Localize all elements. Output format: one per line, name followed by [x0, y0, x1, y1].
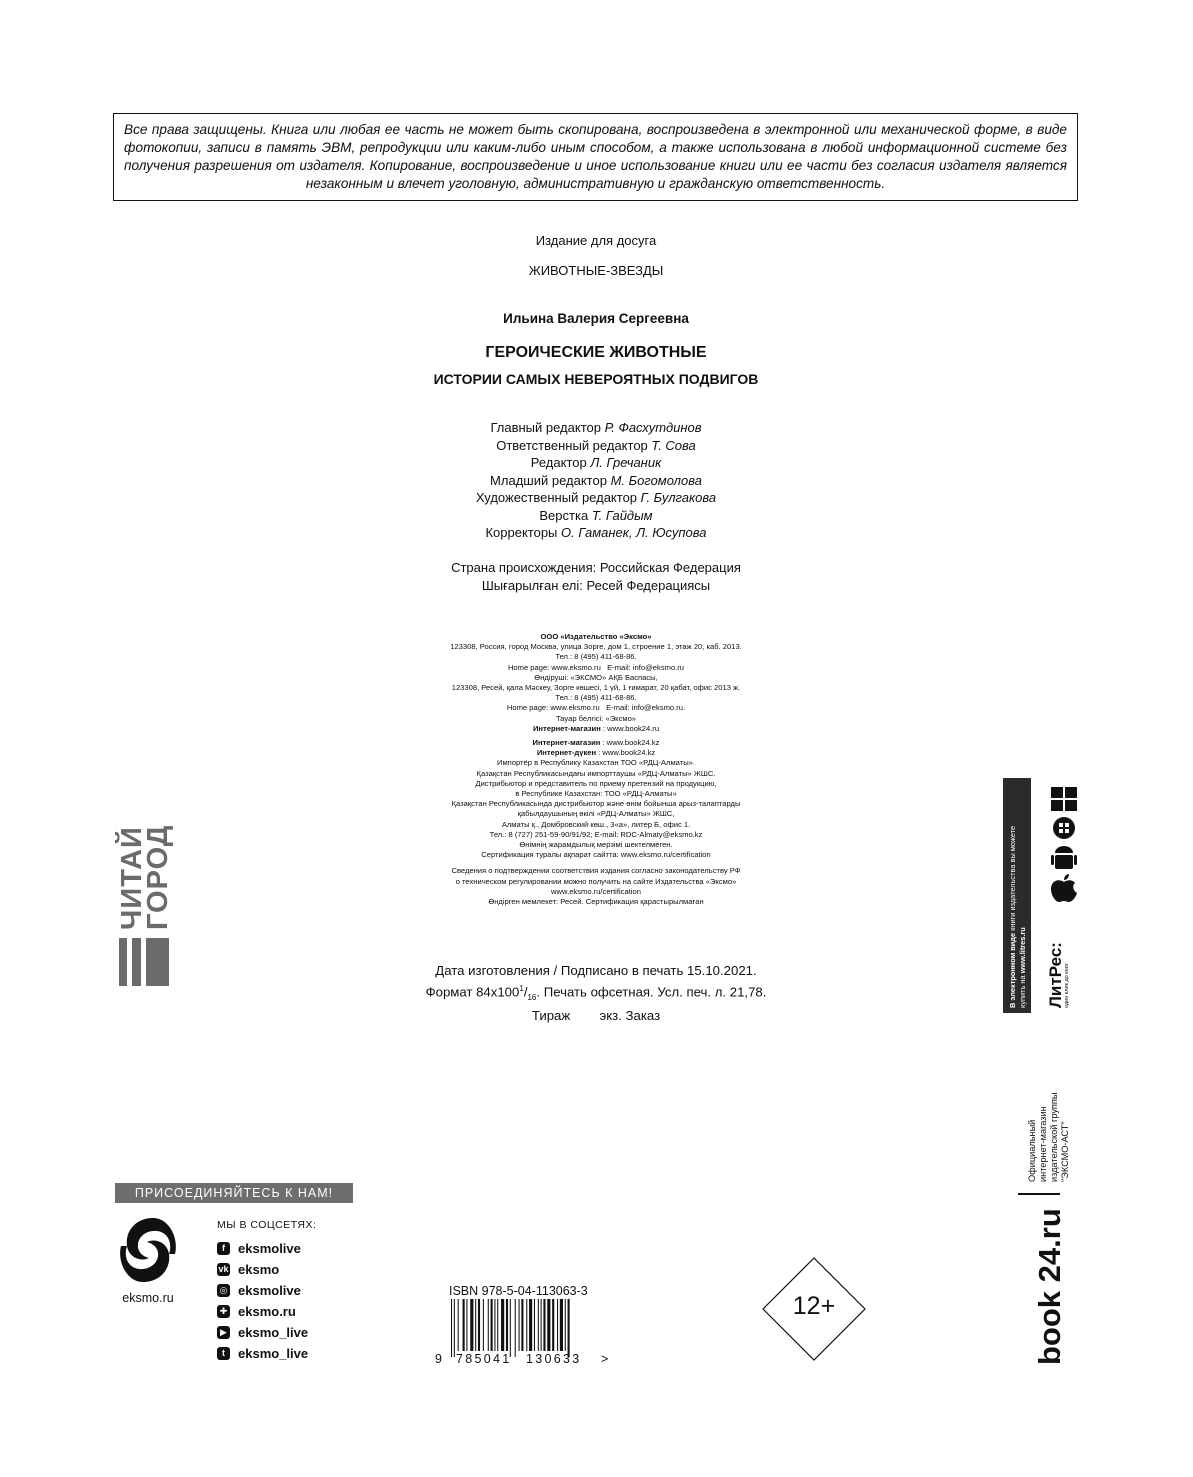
barcode-bar: [538, 1299, 539, 1351]
isbn-label: ISBN 978-5-04-113063-3: [449, 1284, 588, 1298]
barcode-bar: [526, 1299, 527, 1351]
barcode-bar: [565, 1299, 566, 1351]
imprint-line: Home page: www.eksmo.ru E-mail: info@eksmo.ru: [507, 662, 685, 672]
twitter-icon: t: [217, 1347, 230, 1360]
barcode-bar: [543, 1299, 545, 1351]
imprint-line: Home page: www.eksmo.ru E-mail: info@eksmo.ru.: [506, 703, 686, 713]
age-rating: 12+: [792, 1292, 836, 1320]
barcode-bar: [491, 1299, 493, 1351]
print-date: Дата изготовления / Подписано в печать 15.10.2021.: [435, 963, 757, 978]
barcode-bar: [463, 1299, 465, 1351]
barcode-bar: [475, 1299, 476, 1351]
credit-row: Ответственный редактор Т. Сова: [496, 437, 696, 453]
windows-icon: [1051, 787, 1077, 811]
join-us-banner: ПРИСОЕДИНЯЙТЕСЬ К НАМ!: [115, 1183, 353, 1203]
eksmo-site-label: eksmo.ru: [122, 1291, 174, 1305]
origin-kz: Шығарылған елі: Ресей Федерациясы: [481, 578, 711, 593]
credit-row: Художественный редактор Г. Булгакова: [475, 490, 717, 505]
barcode-bar: [458, 1299, 459, 1351]
print-format: Формат $84х100^1/_{16}$. Печать офсетная. Усл. печ. л. 21,78.: [425, 984, 767, 1003]
chitai-gorod-logo: [116, 776, 174, 986]
social-caption: МЫ В СОЦСЕТЯХ:: [217, 1219, 317, 1231]
platform-icons: [1048, 786, 1080, 904]
youtube-icon: ▶: [217, 1326, 230, 1339]
credit-row: Главный редактор Р. Фасхутдинов: [490, 420, 702, 435]
credit-row: Редактор Л. Гречаник: [530, 455, 662, 470]
facebook-icon: f: [217, 1242, 230, 1255]
barcode-group-1: 785041: [456, 1352, 512, 1366]
imprint-line: Қазақстан Республикасындағы импорттаушы «РДЦ-Алматы» ЖШС.: [476, 768, 716, 778]
imprint-line: Тел.: 8 (495) 411-68-86.: [555, 652, 637, 662]
social-item[interactable]: ✚ eksmo.ru: [217, 1301, 357, 1322]
imprint-line: Сертификация туралы ақпарат сайтта: www.eksmo.ru/certification: [481, 850, 711, 860]
imprint-line: Өндіруші: «ЭКСМО» АҚБ Баспасы,: [534, 672, 658, 682]
barcode-quiet-mark: >: [601, 1352, 609, 1366]
eksmo-site-icon: ✚: [217, 1305, 230, 1318]
barcode-bar: [470, 1299, 473, 1351]
barcode-bar: [557, 1299, 558, 1351]
barcode-bar: [534, 1299, 535, 1351]
credit-row: Корректоры О. Гаманек, Л. Юсупова: [485, 525, 707, 540]
credits-list: [296, 419, 896, 542]
imprint-distributor-block: [346, 758, 846, 860]
vk-icon: vk: [218, 1264, 229, 1274]
credit-row: Верстка Т. Гайдым: [539, 507, 653, 523]
imprint-line: Тел.: 8 (495) 411-68-86.: [555, 693, 637, 703]
barcode-bar: [560, 1299, 563, 1351]
imprint-line: Өнімнің жарамдылық мерзімі шектелмеген.: [519, 840, 673, 850]
eksmo-logo-icon: [117, 1214, 179, 1286]
origin-ru: Страна происхождения: Российская Федерация: [451, 560, 741, 575]
litres-panel: [1003, 778, 1031, 1013]
book24-divider: [1018, 1193, 1060, 1195]
imprint-line: 123308, Россия, город Москва, улица Зорге, дом 1, строение 1, этаж 20, каб. 2013.: [450, 642, 742, 652]
barcode-bar: [547, 1299, 550, 1351]
social-item[interactable]: t eksmo_live: [217, 1343, 357, 1364]
barcode-bar: [483, 1299, 484, 1351]
social-item[interactable]: f eksmolive: [217, 1238, 357, 1259]
chitai-gorod-text: ЧИТАЙ ГОРОД: [116, 824, 174, 930]
litres-brand: ЛитРес: один клик до книг: [1046, 942, 1070, 1008]
production-info: [296, 962, 896, 1025]
imprint-line: в Республике Казахстан: ТОО «РДЦ-Алматы»: [515, 789, 677, 799]
barcode-bar: [519, 1299, 520, 1351]
apple-icon: [1051, 874, 1077, 902]
social-item[interactable]: vk eksmo: [218, 1262, 280, 1277]
series-name: ЖИВОТНЫЕ-ЗВЕЗДЫ: [528, 263, 664, 278]
edition-type: Издание для досуга: [535, 233, 657, 248]
imprint-line: Тел.: 8 (727) 251-59-90/91/92; E-mail: RDC-Almaty@eksmo.kz: [489, 829, 703, 839]
android-icon: [1051, 846, 1077, 869]
shop-kz: Интернет-магазин : www.book24.kz: [532, 738, 660, 748]
barcode-bar: [501, 1299, 504, 1351]
barcode-bar: [454, 1299, 455, 1357]
barcode-bar: [478, 1299, 480, 1351]
chitai-gorod-mark: [119, 938, 169, 986]
book-subtitle: ИСТОРИИ САМЫХ НЕВЕРОЯТНЫХ ПОДВИГОВ: [433, 371, 759, 387]
social-item[interactable]: ▶ eksmo_live: [217, 1322, 357, 1343]
barcode-bar: [529, 1299, 532, 1351]
print-run: Тираж экз. Заказ: [531, 1008, 661, 1024]
barcode: [449, 1299, 599, 1359]
imprint-line: Қазақстан Республикасында дистрибьютор және өнім бойынша арыз-талаптарды: [451, 799, 741, 809]
book-title: ГЕРОИЧЕСКИЕ ЖИВОТНЫЕ: [485, 344, 707, 361]
imprint-line: Өндірген мемлекет: Ресей. Сертификация қарастырылмаған: [488, 897, 704, 907]
imprint-line: Алматы қ., Домбровский көш., 3«а», литер Б, офис 1.: [501, 819, 691, 829]
barcode-bar: [515, 1299, 516, 1357]
book24-official: Официальный интернет-магазин издательской группы "ЭКСМО-АСТ": [1027, 1092, 1070, 1182]
barcode-bar: [541, 1299, 542, 1351]
imprint-line: Дистрибьютор и представитель по приему претензий на продукцию,: [475, 778, 717, 788]
barcode-bar: [568, 1299, 570, 1357]
barcode-bar: [510, 1299, 511, 1357]
barcode-bar: [521, 1299, 523, 1351]
origin-block: [296, 559, 896, 595]
imprint-line: www.eksmo.ru/certification: [551, 886, 641, 896]
imprint-line: о техническом регулировании можно получить на сайте Издательства «Эксмо»: [455, 876, 737, 886]
author-name: Ильина Валерия Сергеевна: [503, 311, 689, 326]
windows-phone-icon: [1053, 817, 1075, 839]
social-item[interactable]: ◎ eksmolive: [217, 1280, 357, 1301]
imprint-certification-block: [346, 866, 846, 907]
imprint-line: Тауар белгісі: «Эксмо»: [555, 713, 637, 723]
barcode-bar: [451, 1299, 452, 1357]
litres-panel-text: В электронном виде книги издательства вы можете купить на www.litres.ru: [1008, 825, 1027, 1008]
barcode-bar: [497, 1299, 498, 1351]
imprint-line: 123308, Ресей, қала Мәскеу, Зорге көшесі, 1 үй, 1 ғимарат, 20 қабат, офис 2013 ж.: [451, 683, 741, 693]
imprint-line: қабылдаушының өкілі «РДЦ-Алматы» ЖШС,: [517, 809, 675, 819]
credit-row: Младший редактор М. Богомолова: [490, 472, 702, 488]
imprint-address-block: [346, 642, 846, 724]
barcode-first-digit: 9: [435, 1352, 442, 1366]
shop-ru: Интернет-магазин : www.book24.ru: [532, 723, 660, 733]
imprint-line: Сведения о подтверждении соответствия издания согласно законодательству РФ: [451, 866, 741, 876]
barcode-bar: [494, 1299, 495, 1351]
social-list: [217, 1238, 357, 1364]
barcode-bar: [488, 1299, 489, 1351]
publisher-name: ООО «Издательство «Эксмо»: [540, 632, 652, 641]
imprint-block: [346, 632, 846, 907]
instagram-icon: ◎: [217, 1284, 230, 1297]
shop-kk: Интернет-дүкен : www.book24.kz: [536, 748, 656, 758]
book24-logo: book 24.ru: [1032, 1208, 1067, 1365]
barcode-group-2: 130633: [526, 1352, 582, 1366]
barcode-bar: [552, 1299, 554, 1351]
imprint-line: Импортёр в Республику Казахстан ТОО «РДЦ-Алматы».: [496, 758, 695, 768]
barcode-bar: [506, 1299, 508, 1351]
barcode-bar: [466, 1299, 467, 1351]
rights-notice: Все права защищены. Книга или любая ее часть не может быть скопирована, воспроизведена в электронной или механической форме, в виде фотокопии, записи в память ЭВМ, репродукции или каким-либо иным способом, а также использована в любой информационной системе без получения разрешения от издателя. Копирование, воспроизведение и иное использование книги или ее части без согласия издателя является незаконным и влечет уголовную, административную и гражданскую ответственность.: [113, 113, 1078, 201]
